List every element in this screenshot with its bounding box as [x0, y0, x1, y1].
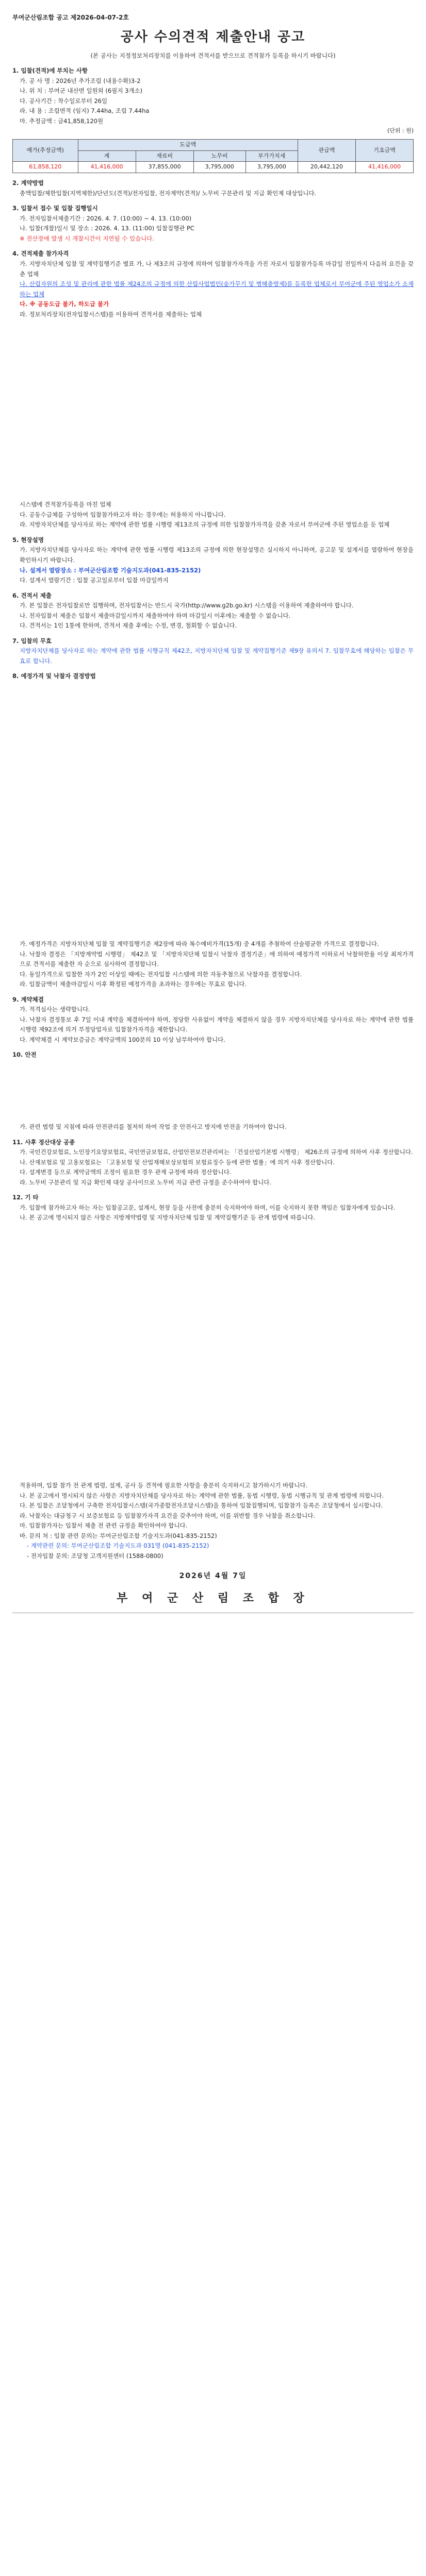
- section-12-more: 다. 본 입찰은 조달청에서 구축한 전자입찰시스템(국가종합전자조달시스템)을 통하여 입찰집행되며, 입찰참가 등록은 조달청에서 실시합니다.: [20, 1502, 383, 1510]
- section-9-item: 나. 낙찰자 결정통보 후 7일 이내 계약을 체결하여야 하며, 정당한 사유없이 계약을 체결하지 않을 경우 지방자치단체를 당사자로 하는 계약에 관한 법률 시행령 제92조에 의거 부정당업자로 입찰참가자격을 제한합니다.: [20, 1015, 414, 1033]
- section-1-item: 다. 공사기간 : 착수일로부터 26일: [20, 97, 108, 105]
- section-4-item: 라. 정보처리장치(전자입찰시스템)를 이용하여 견적서를 제출하는 업체: [20, 310, 202, 318]
- table-header: 노무비: [193, 150, 245, 162]
- table-header: 기초금액: [355, 140, 413, 162]
- table-header: 도급액: [78, 140, 298, 151]
- section-4-more: 시스템에 견적참가등록을 마친 업체: [20, 501, 111, 509]
- section-12-more: 라. 낙찰자는 대금청구 시 보증보험료 등 입찰참가자격 요건을 갖추어야 하며, 이를 위반할 경우 낙찰을 취소합니다.: [20, 1512, 316, 1519]
- section-12-more: 바. 문의 처 : 입찰 관련 문의는 부여군산림조합 기술지도과(041-835-2152): [20, 1532, 217, 1539]
- issuer-name: 부 여 군 산 림 조 합 장: [117, 1592, 309, 1605]
- table-header: 부가가치세: [245, 150, 298, 162]
- section-6-heading: 6. 견적서 제출: [12, 591, 52, 599]
- section-1-heading: 1. 입찰(견적)에 부치는 사항: [12, 67, 88, 75]
- section-5-item: 다. 설계서 열람기간 : 입찰 공고일로부터 입찰 마감일까지: [20, 577, 169, 584]
- section-4-more: 다. 공동수급체를 구성하여 입찰참가하고자 하는 경우에는 허용하지 아니합니다.: [20, 511, 226, 518]
- section-11-item: 가. 국민건강보험료, 노인장기요양보험료, 국민연금보험료, 산업안전보건관리비는 「건설산업기본법 시행령」 제26조의 규정에 의하여 사후 정산합니다.: [20, 1148, 413, 1156]
- section-4-item: 나. 산림자원의 조성 및 관리에 관한 법률 제24조의 규정에 의한 산림사업법인(숲가꾸기 및 병해충방제)를 등록한 업체로서 부여군에 주된 영업소가 소재하는 업체: [20, 280, 414, 298]
- section-2-heading: 2. 계약방법: [12, 179, 44, 187]
- table-header: 관급액: [298, 140, 355, 162]
- section-5-text: 가. 지방자치단체를 당사자로 하는 계약에 관한 법률 시행령 제13조의 규정에 의한 현장설명은 실시하지 아니하며, 공고문 및 설계서를 열람하여 현장을 확인하시기 바랍니다.: [20, 546, 414, 564]
- section-8-heading: 8. 예정가격 및 낙찰자 결정방법: [12, 672, 96, 680]
- section-6-item: 다. 견적서는 1인 1통에 한하며, 견적서 제출 후에는 수정, 변경, 철회할 수 없습니다.: [20, 622, 237, 630]
- section-9-item: 가. 적격심사는 생략합니다.: [20, 1006, 90, 1013]
- table-header: 재료비: [136, 150, 193, 162]
- blank-area: [12, 319, 414, 500]
- section-8-item: 가. 예정가격은 지방자치단체 입찰 및 계약집행기준 제2장에 따라 복수예비가격(15개) 중 4개를 추첨하여 산술평균한 가격으로 결정합니다.: [20, 940, 379, 948]
- table-cell: 20,442,120: [298, 162, 355, 173]
- table-cell: 41,416,000: [78, 162, 136, 173]
- section-8-item: 라. 입찰금액이 제출마감일시 이후 확정된 예정가격을 초과하는 경우에는 무효로 합니다.: [20, 980, 247, 988]
- section-11-item: 라. 노무비 구분관리 및 지급 확인제 대상 공사이므로 노무비 지급 관련 규정을 준수하여야 합니다.: [20, 1178, 272, 1186]
- section-12-item: 나. 본 공고에 명시되지 않은 사항은 지방계약법령 및 지방자치단체 입찰 및 계약집행기준 등 관계 법령에 따릅니다.: [20, 1214, 316, 1222]
- notice-title: 공사 수의견적 제출안내 공고: [120, 29, 306, 45]
- section-5-item: 나. 설계서 열람장소 : 부여군산림조합 기술지도과(041-835-2152): [20, 566, 201, 574]
- section-12-item: 가. 입찰에 참가하고자 하는 자는 입찰공고문, 설계서, 현장 등을 사전에 충분히 숙지하여야 하며, 이를 숙지하지 못한 책임은 입찰자에게 있습니다.: [20, 1204, 396, 1211]
- table-header: 계: [78, 150, 136, 162]
- section-12-more: 마. 입찰참가자는 입찰서 제출 전 관련 규정을 확인하여야 합니다.: [20, 1522, 188, 1530]
- notice-subtitle: (본 공사는 지정정보처리장치를 이용하여 견적서를 받으므로 견적참가 등록을 하시기 바랍니다): [90, 52, 336, 59]
- section-2-text: 총액입찰/제한입찰(지역제한)/단년도(견적)/전자입찰, 전자계약(견적)/ 노무비 구분관리 및 지급 확인제 대상입니다.: [20, 189, 317, 197]
- table-header: 예가(추정금액): [13, 140, 78, 162]
- blank-area: [12, 1060, 414, 1122]
- section-1-item: 마. 추정금액 : 금41,858,120원: [20, 117, 104, 125]
- section-3-heading: 3. 입찰서 접수 및 입찰 집행일시: [12, 205, 98, 212]
- section-1-item: 나. 위 치 : 부여군 내산면 일원외 (6필지 3개소): [20, 87, 143, 95]
- table-cell: 61,858,120: [13, 162, 78, 173]
- section-1-item: 라. 내 용 : 조림면적 (임지) 7.44ha, 조림 7.44ha: [20, 107, 150, 115]
- blank-area: [12, 682, 414, 939]
- section-3-item: 가. 전자입찰서제출기간 : 2026. 4. 7. (10:00) ~ 4. 13. (10:00): [20, 214, 192, 222]
- section-10-heading: 10. 안전: [12, 1051, 37, 1059]
- section-7-text: 지방자치단체를 당사자로 하는 계약에 관한 법률 시행규칙 제42조, 지방자치단체 입찰 및 계약집행기준 제9장 유의서 7. 입찰무효에 해당하는 입찰은 무효로 합니다.: [20, 647, 414, 665]
- section-11-heading: 11. 사후 정산대상 공종: [12, 1138, 75, 1146]
- section-11-item: 다. 설계변경 등으로 계약금액의 조정이 필요한 경우 관계 규정에 따라 정산합니다.: [20, 1168, 232, 1176]
- unit-label: (단위 : 원): [387, 127, 414, 134]
- section-4-heading: 4. 견적제출 참가자격: [12, 250, 69, 258]
- section-6-item: 나. 전자입찰서 제출은 입찰서 제출마감일시까지 제출하여야 하며 마감일시 이후에는 제출할 수 없습니다.: [20, 612, 291, 619]
- section-8-item: 다. 동일가격으로 입찰한 자가 2인 이상일 때에는 전자입찰 시스템에 의한 자동추첨으로 낙찰자를 결정합니다.: [20, 970, 302, 978]
- section-12-more: 나. 본 공고에서 명시되지 않은 사항은 지방자치단체를 당사자로 하는 계약에 관한 법률, 동법 시행령, 동법 시행규칙 및 관계 법령에 의합니다.: [20, 1492, 384, 1499]
- section-1-item: 가. 공 사 명 : 2026년 추가조림 (내용수확)3-2: [20, 77, 141, 84]
- table-cell: 3,795,000: [193, 162, 245, 173]
- section-8-item: 나. 낙찰자 결정은 「지방계약법 시행령」 제42조 및 「지방자치단체 입찰시 낙찰자 결정기준」에 의하여 예정가격 이하로서 낙찰하한율 이상 최저가격으로 견적서를 제출한 자 순으로 심사하여 결정합니다.: [20, 950, 414, 968]
- table-cell: 37,855,000: [136, 162, 193, 173]
- section-4-more: 라. 지방자치단체를 당사자로 하는 계약에 관한 법률 시행령 제13조의 규정에 의한 입찰참가자격을 갖춘 자로서 부여군에 주된 영업소를 둔 업체: [20, 521, 390, 529]
- notice-date: 2026년 4월 7일: [179, 1572, 247, 1581]
- table-cell: 3,795,000: [245, 162, 298, 173]
- section-12-heading: 12. 기 타: [12, 1194, 39, 1201]
- contact-line: - 전자입찰 문의: 조달청 고객지원센터 (1588-0800): [27, 1552, 163, 1560]
- section-3-note: ※ 전산장애 발생 시 개찰시간이 지연될 수 있습니다.: [20, 234, 155, 242]
- table-row: [13, 162, 414, 173]
- section-7-heading: 7. 입찰의 무효: [12, 637, 52, 645]
- section-3-item: 나. 입찰(개찰)일시 및 장소 : 2026. 4. 13. (11:00) 입찰집행관 PC: [20, 225, 194, 232]
- section-9-item: 다. 계약체결 시 계약보증금은 계약금액의 100분의 10 이상 납부하여야 합니다.: [20, 1036, 225, 1043]
- section-9-heading: 9. 계약체결: [12, 995, 44, 1003]
- section-11-item: 나. 산재보험료 및 고용보험료는 「고용보험 및 산업재해보상보험의 보험료징수 등에 관한 법률」에 의거 사후 정산합니다.: [20, 1158, 335, 1166]
- section-4-item: 가. 지방자치단체 입찰 및 계약집행기준 별표 가, 나 제3조의 규정에 의하여 입찰참가자격을 가진 자로서 입찰참가등록 마감일 전일까지 다음의 요건을 갖춘 업체: [20, 260, 414, 278]
- table-cell: 41,416,000: [355, 162, 413, 173]
- section-12-more: 적용하며, 입찰 참가 전 관계 법령, 설계, 공사 등 견적에 필요한 사항을 충분히 숙지하시고 참가하시기 바랍니다.: [20, 1481, 308, 1489]
- notice-number: 부여군산림조합 공고 제2026-04-07-2호: [12, 14, 129, 21]
- section-5-heading: 5. 현장설명: [12, 536, 44, 544]
- price-table: [12, 139, 414, 173]
- section-6-item: 가. 본 입찰은 전자입찰로만 집행하며, 전자입찰서는 반드시 국가(http://www.g2b.go.kr) 시스템을 이용하여 제출하여야 합니다.: [20, 602, 354, 609]
- section-10-text: 가. 관련 법령 및 지침에 따라 안전관리를 철저히 하여 작업 중 안전사고 방지에 만전을 기하여야 합니다.: [20, 1123, 287, 1131]
- contact-line: - 계약관련 문의: 부여군산림조합 기술지도과 031명 (041-835-2152): [27, 1542, 209, 1550]
- section-4-item: 다. ※ 공동도급 불가, 하도급 불가: [20, 300, 109, 308]
- blank-area: [12, 1223, 414, 1481]
